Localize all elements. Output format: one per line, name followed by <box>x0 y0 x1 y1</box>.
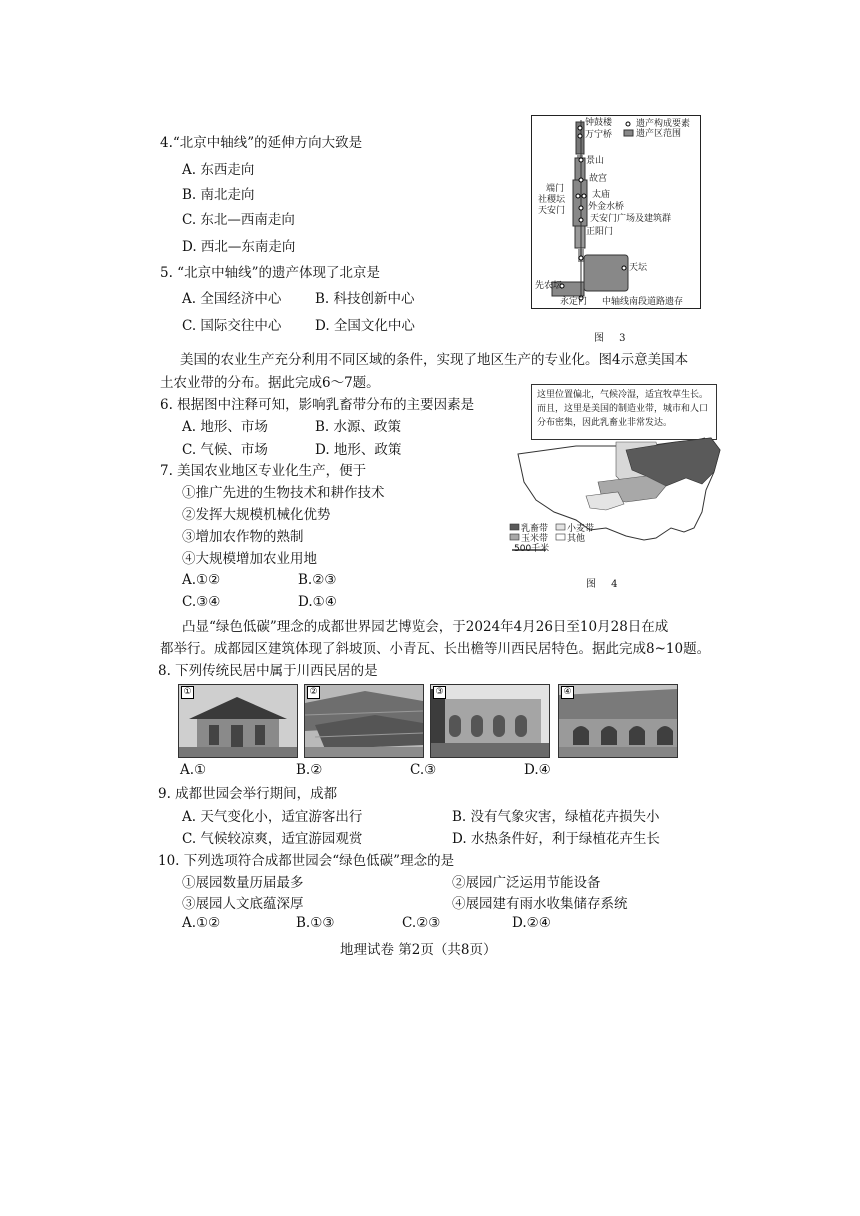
q10-option-b: B.①③ <box>296 915 335 931</box>
page-footer: 地理试卷 第2页（共8页） <box>340 942 497 958</box>
q4-option-b: B. 南北走向 <box>182 187 255 203</box>
label-tiananmen: 天安门 <box>538 206 566 216</box>
q8-option-b: B.② <box>296 762 323 778</box>
label-south-road: 中轴线南段道路遗存 <box>602 297 684 307</box>
q10-item-3: ③展园人文底蕴深厚 <box>182 896 304 912</box>
q5-option-d: D. 全国文化中心 <box>315 318 415 334</box>
photo-4-cave-dwelling-drawing <box>559 685 677 757</box>
label-taimiao: 太庙 <box>592 190 611 200</box>
intro-8-line2: 都举行。成都园区建筑体现了斜坡顶、小青瓦、长出檐等川西民居特色。据此完成8~10题。 <box>160 641 711 657</box>
q7-option-b: B.②③ <box>298 572 337 588</box>
q7-item-4: ④大规模增加农业用地 <box>182 551 317 567</box>
label-shejitan: 社稷坛 <box>538 195 566 205</box>
q9-option-a: A. 天气变化小，适宜游客出行 <box>182 809 363 825</box>
photo-1 <box>178 684 298 758</box>
q4-option-d: D. 西北—东南走向 <box>182 239 296 255</box>
q6-option-c: C. 气候、市场 <box>182 442 268 458</box>
legend-other-label: 其他 <box>567 534 586 544</box>
q10-item-4: ④展园建有雨水收集储存系统 <box>452 896 628 912</box>
q9-option-c: C. 气候较凉爽，适宜游园观赏 <box>182 831 363 847</box>
q10-item-2: ②展园广泛运用节能设备 <box>452 875 601 891</box>
q5-option-c: C. 国际交往中心 <box>182 318 282 334</box>
photo-4-number: ④ <box>561 686 574 699</box>
label-waijinshuiqiao: 外金水桥 <box>588 202 625 212</box>
q8-option-d: D.④ <box>524 762 551 778</box>
photo-1-number: ① <box>181 686 194 699</box>
photo-4 <box>558 684 678 758</box>
q10-option-c: C.②③ <box>402 915 441 931</box>
figure-3-map <box>531 115 701 309</box>
legend-element-label: 遗产构成要素 <box>636 119 691 129</box>
photo-3 <box>430 684 550 758</box>
q9-option-d: D. 水热条件好，利于绿植花卉生长 <box>452 831 660 847</box>
q7-item-1: ①推广先进的生物技术和耕作技术 <box>182 485 385 501</box>
q4-stem: 4.“北京中轴线”的延伸方向大致是 <box>160 135 363 151</box>
label-yongdingmen: 永定门 <box>560 297 588 307</box>
photo-2-rooftops-drawing <box>305 685 423 757</box>
q6-stem: 6. 根据图中注释可知，影响乳畜带分布的主要因素是 <box>160 397 475 413</box>
figure-4-scale: 500千米 <box>514 544 550 554</box>
q10-option-d: D.②④ <box>512 915 551 931</box>
legend-corn-label: 玉米带 <box>521 534 549 544</box>
q8-option-c: C.③ <box>410 762 437 778</box>
legend-area-label: 遗产区范围 <box>636 129 682 139</box>
label-duanmen: 端门 <box>546 184 565 194</box>
intro-6-line2: 土农业带的分布。据此完成6～7题。 <box>160 375 380 391</box>
label-wanningqiao: 万宁桥 <box>585 130 613 140</box>
photo-3-arcade-drawing <box>431 685 549 757</box>
q7-stem: 7. 美国农业地区专业化生产，便于 <box>160 463 367 479</box>
legend-wheat-label: 小麦带 <box>567 524 595 534</box>
q9-stem: 9. 成都世园会举行期间，成都 <box>158 786 338 802</box>
intro-6-line1: 美国的农业生产充分利用不同区域的条件，实现了地区生产的专业化。图4示意美国本 <box>180 352 689 368</box>
label-gugong: 故宫 <box>589 174 608 184</box>
q6-option-a: A. 地形、市场 <box>182 419 268 435</box>
q9-option-b: B. 没有气象灾害，绿植花卉损失小 <box>452 809 660 825</box>
label-tiananmen-square: 天安门广场及建筑群 <box>590 214 672 224</box>
label-zhonggulou: 钟鼓楼 <box>585 118 613 128</box>
figure-4-callout: 这里位置偏北，气候冷湿，适宜牧草生长。而且，这里是美国的制造业带，城市和人口分布密集，因此乳畜业非常发达。 <box>531 384 717 440</box>
label-tiantan: 天坛 <box>629 263 648 273</box>
figure-4-caption: 图 4 <box>586 579 624 590</box>
q10-stem: 10. 下列选项符合成都世园会“绿色低碳”理念的是 <box>158 853 455 869</box>
q7-item-3: ③增加农作物的熟制 <box>182 529 304 545</box>
q5-stem: 5. “北京中轴线”的遗产体现了北京是 <box>160 265 380 281</box>
label-xiannongtan: 先农坛 <box>535 281 563 291</box>
photo-2-number: ② <box>307 686 320 699</box>
photo-3-number: ③ <box>433 686 446 699</box>
q8-option-a: A.① <box>180 762 207 778</box>
photo-1-house-drawing <box>179 685 297 757</box>
intro-8-line1: 凸显“绿色低碳”理念的成都世界园艺博览会，于2024年4月26日至10月28日在成 <box>182 619 669 635</box>
label-zhengyangmen: 正阳门 <box>586 227 614 237</box>
q7-option-a: A.①② <box>182 572 221 588</box>
q4-option-a: A. 东西走向 <box>182 162 255 178</box>
legend-dairy-label: 乳畜带 <box>521 524 549 534</box>
q7-item-2: ②发挥大规模机械化优势 <box>182 507 331 523</box>
q5-option-a: A. 全国经济中心 <box>182 291 282 307</box>
q8-stem: 8. 下列传统民居中属于川西民居的是 <box>158 663 378 679</box>
q6-option-b: B. 水源、政策 <box>315 419 402 435</box>
q7-option-c: C.③④ <box>182 594 221 610</box>
q5-option-b: B. 科技创新中心 <box>315 291 415 307</box>
figure-3-caption: 图 3 <box>594 333 632 344</box>
q4-option-c: C. 东北—西南走向 <box>182 212 295 228</box>
photo-2 <box>304 684 424 758</box>
label-jingshan: 景山 <box>586 156 605 166</box>
q6-option-d: D. 地形、政策 <box>315 442 402 458</box>
q7-option-d: D.①④ <box>298 594 337 610</box>
q10-item-1: ①展园数量历届最多 <box>182 875 304 891</box>
q10-option-a: A.①② <box>182 915 221 931</box>
